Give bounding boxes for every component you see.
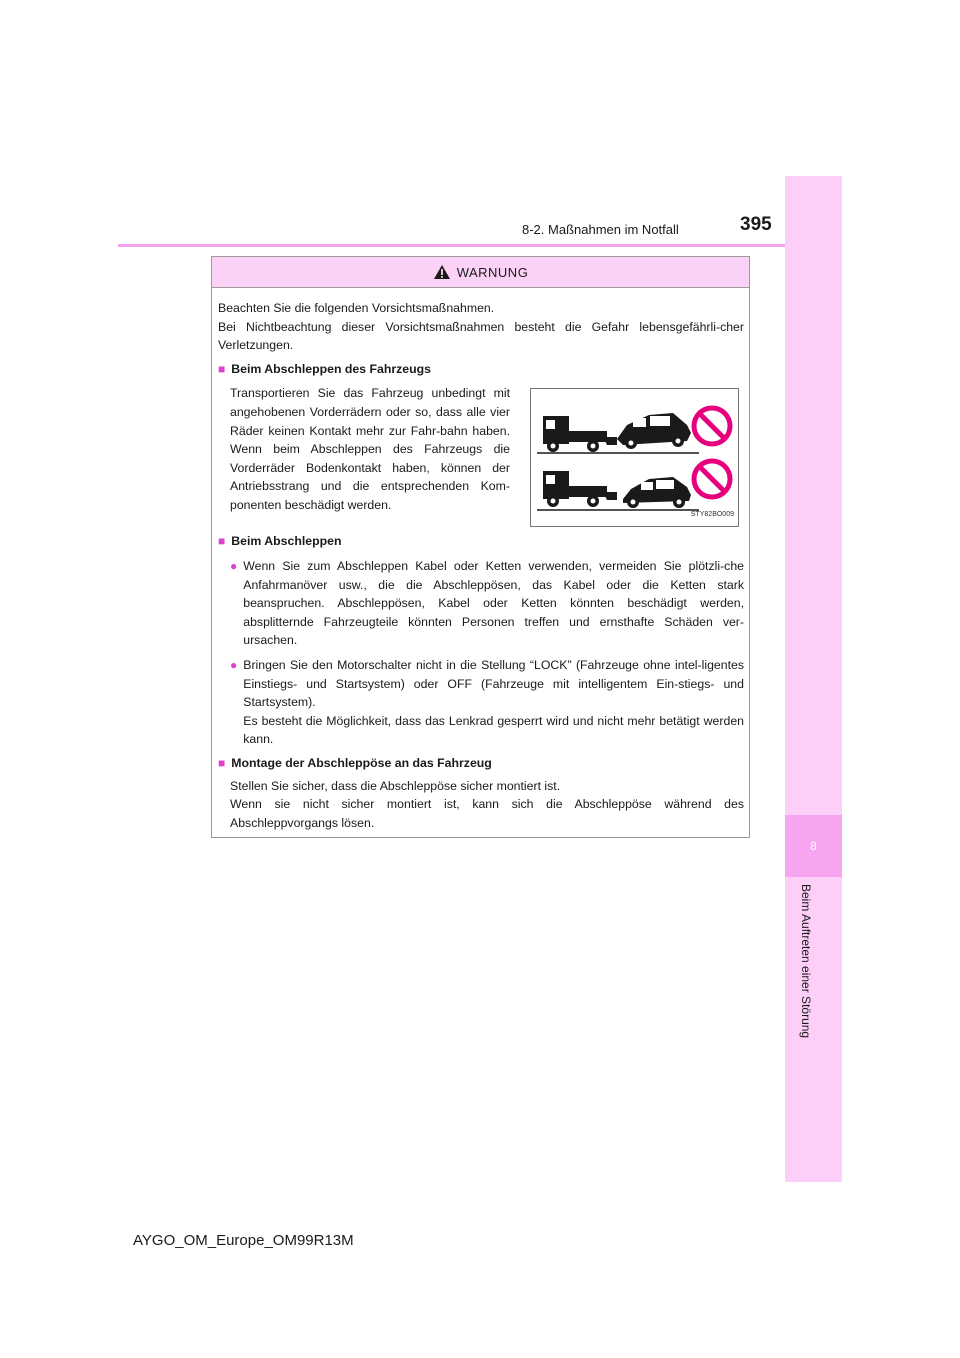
square-bullet-icon: ■: [218, 534, 226, 549]
square-bullet-icon: ■: [218, 361, 226, 376]
chapter-label: Beim Auftreten einer Störung: [799, 884, 813, 1039]
section-heading-text: Beim Abschleppen des Fahrzeugs: [231, 361, 432, 376]
list-item-text: Wenn Sie zum Abschleppen Kabel oder Ketten verwenden, vermeiden Sie plötzli-che Anfahrmanöver usw., die die Abschleppösen, das Kabel oder die Ketten stark beanspruchen. Abschleppösen, Kabel oder Ketten könnten beschädigt werden, absplitternde Fahrzeugteile könnten Personen treffen und ernsthafte Schäden ver-ursachen.: [243, 558, 744, 648]
towing-illustration: [530, 388, 739, 527]
section-heading: [218, 360, 744, 379]
figure-code: STY82BO009: [690, 510, 734, 518]
header-rule: [118, 244, 842, 247]
warning-triangle-icon: [433, 264, 451, 280]
footer-doc-code: AYGO_OM_Europe_OM99R13M: [133, 1232, 354, 1249]
prohibited-icon: [694, 461, 730, 497]
intro-line: Bei Nichtbeachtung dieser Vorsichtsmaßnahmen besteht die Gefahr lebensgefährli-cher Verletzungen.: [218, 319, 744, 353]
section-heading: [218, 532, 744, 551]
round-bullet-icon: ●: [230, 657, 238, 672]
section-title: 8-2. Maßnahmen im Notfall: [522, 222, 679, 237]
list-item: [218, 557, 744, 650]
prohibited-icon: [694, 408, 730, 444]
towing-section: [218, 384, 744, 527]
square-bullet-icon: ■: [218, 755, 226, 770]
round-bullet-icon: ●: [230, 558, 238, 573]
chapter-side-tab: [785, 176, 842, 1182]
body-text: Wenn sie nicht sicher montiert ist, kann sich die Abschleppöse während des Abschleppvorgangs lösen.: [230, 797, 744, 830]
section-heading-text: Montage der Abschleppöse an das Fahrzeug: [231, 755, 492, 770]
warning-header: [212, 257, 749, 288]
intro-line: Beachten Sie die folgenden Vorsichtsmaßnahmen.: [218, 301, 495, 315]
list-item-text: Es besteht die Möglichkeit, dass das Lenkrad gesperrt wird und nicht mehr betätigt werden kann.: [243, 713, 744, 747]
towing-text: Transportieren Sie das Fahrzeug unbedingt mit angehobenen Vorderrädern oder so, dass alle vier Räder keinen Kontakt mehr zur Fahr-bahn haben. Wenn beim Abschleppen des Fahrzeugs die Vorderräder Bodenkontakt haben, können der Antriebsstrang und die entsprechenden Kom-ponenten beschädigt werden.: [230, 386, 510, 512]
tow-truck-lower: [543, 471, 691, 508]
list-item-text: Bringen Sie den Motorschalter nicht in die Stellung “LOCK” (Fahrzeuge ohne intel-ligentes Einstiegs- und Startsystem) oder OFF (Fahrzeuge mit intelligentem Ein-stiegs- und Startsystem).: [243, 657, 744, 710]
warning-body: [218, 299, 744, 832]
chapter-number: 8: [785, 815, 842, 877]
warning-box: [211, 256, 750, 838]
list-item: [218, 656, 744, 749]
section-heading: [218, 754, 744, 773]
warning-title: WARNUNG: [456, 264, 529, 280]
section-heading-text: Beim Abschleppen: [231, 534, 342, 549]
body-text: Stellen Sie sicher, dass die Abschleppöse sicher montiert ist.: [230, 778, 561, 793]
tow-truck-upper: [543, 413, 691, 452]
page-number: 395: [740, 214, 772, 235]
